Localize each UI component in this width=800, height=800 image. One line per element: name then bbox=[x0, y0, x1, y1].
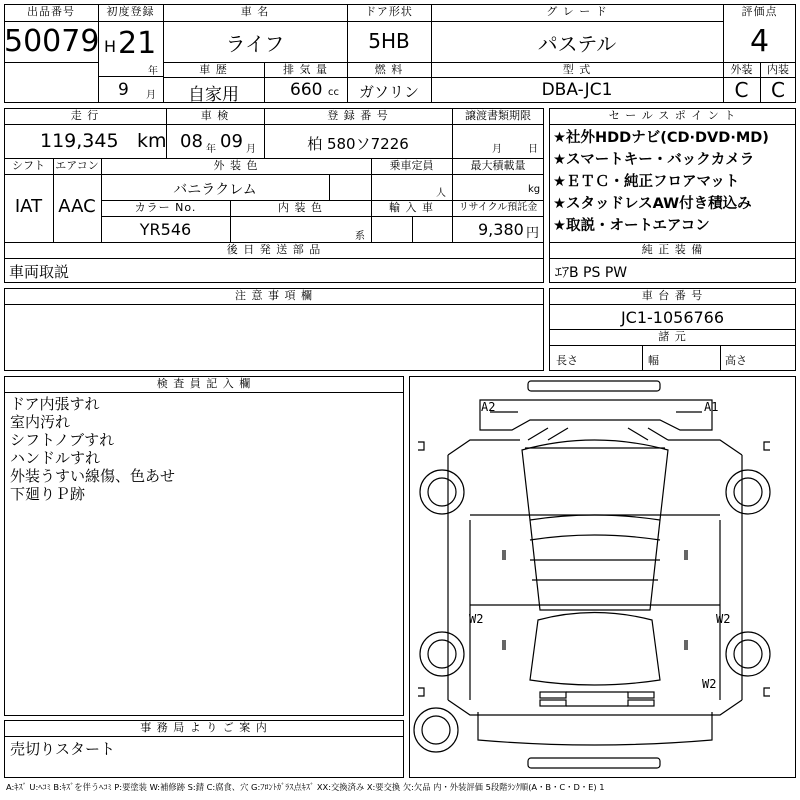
damage-mark-a2: A2 bbox=[481, 400, 496, 414]
transfer-day-unit: 日 bbox=[528, 144, 538, 155]
divider bbox=[549, 124, 796, 125]
shift-type: IAT bbox=[14, 196, 43, 217]
dimensions-title: 諸 元 bbox=[658, 330, 687, 343]
mileage-unit: km bbox=[137, 130, 167, 152]
vehicle-history: 自家用 bbox=[188, 85, 239, 105]
sales-point: ★社外HDDナビ(CD·DVD·MD) bbox=[553, 130, 769, 146]
plate-label: 登 録 番 号 bbox=[327, 109, 389, 122]
aircon-label: エアコン bbox=[55, 159, 99, 172]
first-registration-label: 初度登録 bbox=[106, 5, 155, 18]
sales-points-title: セ ー ル ス ポ イ ン ト bbox=[608, 109, 737, 122]
recycle-deposit-label: リサイクル預託金 bbox=[458, 202, 538, 213]
sales-point: ★スマートキー・バックカメラ bbox=[553, 152, 755, 168]
inspection-year-unit: 年 bbox=[206, 144, 216, 155]
chassis-title: 車 台 番 号 bbox=[641, 289, 704, 302]
history-label: 車 歴 bbox=[199, 63, 228, 76]
door-type: 5HB bbox=[368, 29, 410, 53]
divider bbox=[549, 345, 796, 346]
damage-mark-w2-rear: W2 bbox=[702, 677, 717, 691]
divider bbox=[98, 76, 163, 77]
inspection-month-unit: 月 bbox=[246, 144, 256, 155]
divider bbox=[4, 174, 544, 175]
sales-point: ★ＥＴＣ・純正フロアマット bbox=[553, 174, 740, 190]
later-parts-content: 車両取説 bbox=[9, 263, 70, 281]
displacement-label: 排 気 量 bbox=[283, 63, 328, 76]
door-type-label: ドア形状 bbox=[365, 5, 413, 18]
transfer-month-unit: 月 bbox=[492, 144, 502, 155]
damage-mark-w2-right: W2 bbox=[716, 612, 731, 626]
registration-year: 21 bbox=[118, 26, 157, 61]
width-label: 幅 bbox=[648, 354, 659, 367]
model-label: 型 式 bbox=[562, 63, 592, 76]
mileage: 119,345 bbox=[40, 130, 119, 152]
grade-label: グ レ ー ド bbox=[546, 5, 608, 18]
max-load-label: 最大積載量 bbox=[470, 159, 526, 172]
divider bbox=[163, 21, 723, 22]
legend: A:ｷｽﾞ U:ﾍｺﾐ B:ｷｽﾞを伴うﾍｺﾐ P:要塗装 W:補修跡 S:錆 C:腐食、穴 G:ﾌﾛﾝﾄｶﾞﾗｽ点ｷｽﾞ XX:交換済み X:要交換 欠:欠品 内・外装評価 5段階ﾗﾝｸ順(A・B・C・D・E) 1 bbox=[6, 782, 605, 792]
era: H bbox=[104, 37, 117, 56]
divider bbox=[163, 77, 723, 78]
grade: パステル bbox=[537, 32, 617, 56]
equipment-content: ｴｱB PS PW bbox=[555, 265, 628, 281]
divider bbox=[720, 345, 721, 371]
divider bbox=[642, 345, 643, 371]
exterior-label: 外装 bbox=[730, 63, 753, 76]
damage-mark-a1: A1 bbox=[704, 400, 719, 414]
divider bbox=[4, 124, 544, 125]
interior-label: 内装 bbox=[767, 63, 789, 76]
office-content: 売切りスタート bbox=[10, 740, 116, 758]
divider bbox=[4, 62, 99, 63]
sales-point: ★取説・オートエアコン bbox=[553, 218, 710, 234]
inspector-note: ハンドルすれ bbox=[10, 449, 101, 467]
office-title: 事 務 局 よ り ご 案 内 bbox=[140, 721, 268, 734]
load-unit: kg bbox=[528, 184, 541, 195]
divider bbox=[4, 258, 544, 259]
car-diagram bbox=[409, 376, 796, 778]
lot-number-label: 出品番号 bbox=[27, 5, 75, 18]
registration-plate: 柏 580ソ7226 bbox=[307, 135, 409, 153]
sales-points-list bbox=[553, 127, 795, 237]
exterior-grade: C bbox=[734, 78, 749, 102]
color-number: YR546 bbox=[139, 220, 192, 239]
divider bbox=[412, 216, 413, 243]
inspector-notes bbox=[10, 395, 175, 503]
color-number-label: カラー No. bbox=[134, 201, 197, 214]
exterior-color: バニラクレム bbox=[173, 182, 257, 198]
divider bbox=[329, 174, 330, 200]
inspector-title: 検 査 員 記 入 欄 bbox=[156, 377, 252, 390]
inspector-note: シフトノブすれ bbox=[10, 431, 115, 449]
evaluation-score: 4 bbox=[749, 24, 770, 59]
recycle-unit: 円 bbox=[526, 226, 540, 241]
inspection-month: 09 bbox=[220, 131, 243, 152]
notes-title: 注 意 事 項 欄 bbox=[235, 289, 313, 302]
inspector-note: ドア内張すれ bbox=[10, 395, 100, 413]
displacement: 660 bbox=[290, 80, 323, 100]
inspector-note: 外装うすい線傷、色あせ bbox=[10, 467, 176, 485]
vehicle-detail-frame bbox=[4, 108, 544, 243]
aircon-type: AAC bbox=[58, 196, 96, 217]
model-code: DBA-JC1 bbox=[541, 80, 613, 100]
score-label: 評価点 bbox=[741, 5, 778, 18]
inspection-label: 車 検 bbox=[200, 109, 230, 122]
length-label: 長さ bbox=[556, 354, 578, 367]
car-name: ライフ bbox=[225, 32, 285, 56]
transfer-deadline-label: 譲渡書類期限 bbox=[465, 109, 531, 122]
divider bbox=[549, 304, 796, 305]
fuel-type: ガソリン bbox=[358, 83, 419, 101]
mileage-label: 走 行 bbox=[70, 109, 100, 122]
divider bbox=[4, 304, 544, 305]
capacity-unit: 人 bbox=[436, 188, 446, 199]
capacity-label: 乗車定員 bbox=[389, 159, 434, 172]
interior-color-unit: 系 bbox=[355, 231, 365, 242]
equipment-title: 純 正 装 備 bbox=[641, 243, 704, 256]
interior-color-label: 内 装 色 bbox=[278, 201, 323, 214]
recycle-deposit: 9,380 bbox=[478, 220, 524, 239]
displacement-unit: cc bbox=[328, 87, 339, 98]
later-parts-title: 後 日 発 送 部 品 bbox=[226, 243, 322, 256]
divider bbox=[101, 216, 544, 217]
registration-month: 9 bbox=[118, 80, 129, 100]
car-name-label: 車 名 bbox=[240, 5, 270, 18]
divider bbox=[4, 392, 404, 393]
inspector-note: 下廻りＰ跡 bbox=[10, 485, 86, 503]
exterior-color-label: 外 装 色 bbox=[213, 159, 259, 172]
inspection-year: 08 bbox=[180, 131, 203, 152]
month-unit: 月 bbox=[146, 90, 156, 101]
chassis-number: JC1-1056766 bbox=[620, 308, 725, 327]
year-unit: 年 bbox=[148, 66, 158, 77]
fuel-label: 燃 料 bbox=[374, 63, 404, 76]
divider bbox=[549, 258, 796, 259]
import-label: 輸 入 車 bbox=[389, 201, 434, 214]
interior-grade: C bbox=[771, 78, 785, 102]
divider bbox=[4, 736, 404, 737]
height-label: 高さ bbox=[725, 354, 747, 367]
divider bbox=[98, 21, 163, 22]
damage-mark-w2-left: W2 bbox=[469, 612, 484, 626]
inspector-note: 室内汚れ bbox=[10, 413, 71, 431]
sales-point: ★スタッドレスAW付き積込み bbox=[553, 196, 752, 212]
lot-number: 50079 bbox=[4, 24, 100, 59]
shift-label: シフト bbox=[12, 159, 45, 172]
